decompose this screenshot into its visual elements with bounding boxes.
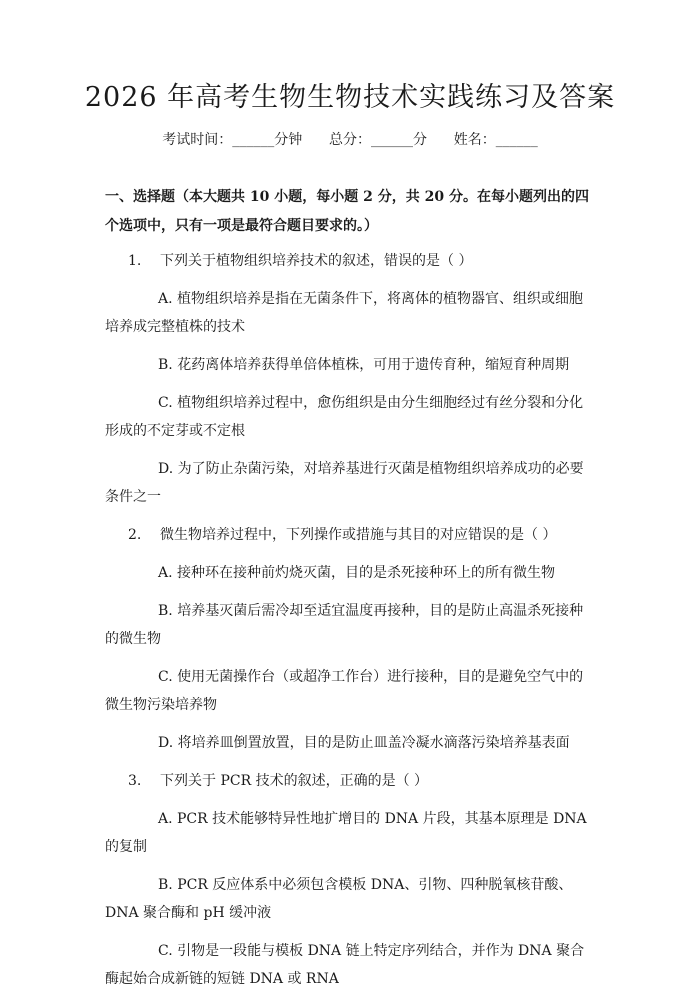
option-b: B. 花药离体培养获得单倍体植株，可用于遗传育种，缩短育种周期 (158, 357, 570, 373)
time-field: 考试时间：______分钟 (162, 132, 303, 148)
question-number: 3. (128, 773, 142, 789)
section-heading: 一、选择题（本大题共 10 小题，每小题 2 分，共 20 分。在每小题列出的四个选项中，只有一项是最符合题目要求的。） (105, 189, 589, 234)
option-a: A. 植物组织培养是指在无菌条件下，将离体的植物器官、组织或细胞培养成完整植株的技术 (105, 291, 584, 335)
option-b: B. PCR 反应体系中必须包含模板 DNA、引物、四种脱氧核苷酸、DNA 聚合酶和 pH 缓冲液 (105, 877, 573, 921)
exam-content (105, 183, 590, 1003)
score-field: 总分：______分 (329, 132, 427, 148)
question-3 (105, 767, 590, 795)
question-2 (105, 521, 590, 549)
option-c: C. 植物组织培养过程中，愈伤组织是由分生细胞经过有丝分裂和分化形成的不定芽或不定根 (105, 395, 584, 439)
name-field: 姓名：______ (453, 132, 538, 148)
question-text: 下列关于 PCR 技术的叙述，正确的是（ ） (160, 773, 429, 789)
page-title: 2026 年高考生物生物技术实践练习及答案 (84, 82, 616, 113)
option-a: A. 接种环在接种前灼烧灭菌，目的是杀死接种环上的所有微生物 (158, 565, 556, 581)
question-1 (105, 247, 590, 275)
exam-info (0, 128, 700, 152)
question-number: 2. (128, 527, 142, 543)
question-text: 下列关于植物组织培养技术的叙述，错误的是（ ） (160, 253, 473, 269)
option-c: C. 引物是一段能与模板 DNA 链上特定序列结合，并作为 DNA 聚合酶起始合成新链的短链 DNA 或 RNA (105, 943, 585, 987)
question-stem (105, 767, 590, 795)
option-a: A. PCR 技术能够特异性地扩增目的 DNA 片段，其基本原理是 DNA 的复制 (105, 811, 587, 855)
option-d: D. 将培养皿倒置放置，目的是防止皿盖冷凝水滴落污染培养基表面 (158, 735, 570, 751)
option-d: D. 为了防止杂菌污染，对培养基进行灭菌是植物组织培养成功的必要条件之一 (105, 461, 584, 505)
question-text: 微生物培养过程中，下列操作或措施与其目的对应错误的是（ ） (160, 527, 557, 543)
option-c: C. 使用无菌操作台（或超净工作台）进行接种，目的是避免空气中的微生物污染培养物 (105, 669, 584, 713)
question-stem (105, 521, 590, 549)
question-stem (105, 247, 590, 275)
question-number: 1. (128, 253, 142, 269)
option-b: B. 培养基灭菌后需冷却至适宜温度再接种，目的是防止高温杀死接种的微生物 (105, 603, 584, 647)
